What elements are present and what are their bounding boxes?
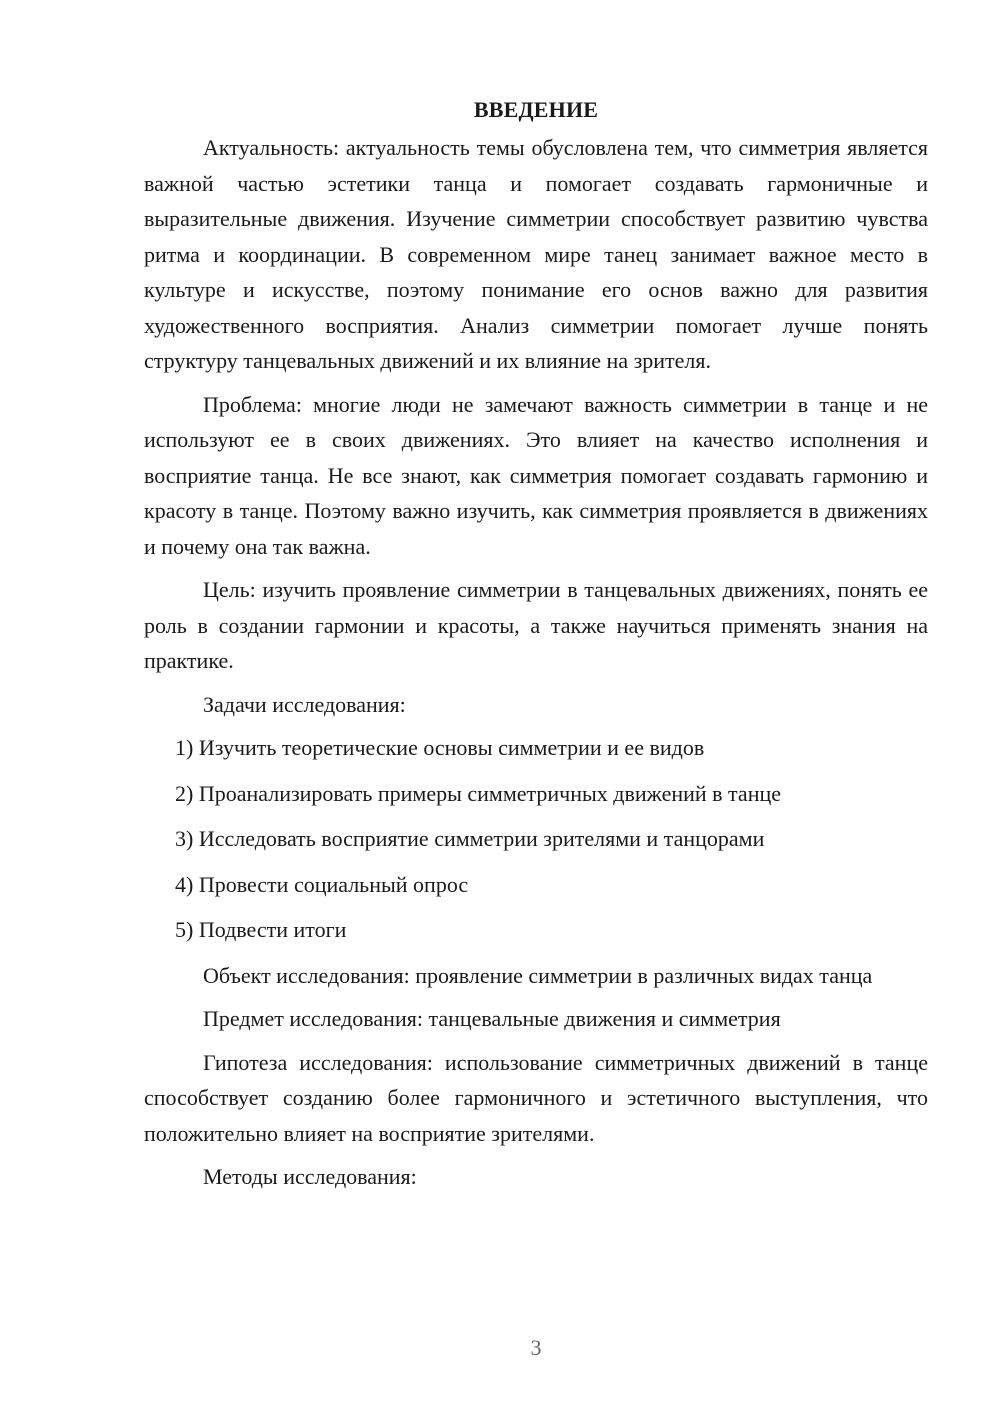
list-item: 3) Исследовать восприятие симметрии зрителями и танцорами: [175, 826, 765, 851]
paragraph-relevance: Актуальность: актуальность темы обусловлена тем, что симметрия является важной частью эстетики танца и помогает создавать гармоничные и выразительные движения. Изучение симметрии способствует развитию чувства ритма и координации. В современном мире танец занимает важное место в культуре и искусстве, поэтому понимание его основ важно для развития художественного восприятия. Анализ симметрии помогает лучше понять структуру танцевальных движений и их влияние на зрителя.: [144, 135, 928, 373]
paragraph-goal: Цель: изучить проявление симметрии в танцевальных движениях, понять ее роль в создании гармонии и красоты, а также научиться применять знания на практике.: [144, 577, 928, 673]
paragraph-object: Объект исследования: проявление симметрии в различных видах танца: [203, 962, 873, 988]
paragraph-hypothesis: Гипотеза исследования: использование симметричных движений в танце способствует созданию более гармоничного и эстетичного выступления, что положительно влияет на восприятие зрителями.: [144, 1049, 928, 1146]
page-number: 3: [530, 1335, 542, 1360]
list-item: 2) Проанализировать примеры симметричных движений в танце: [175, 780, 781, 806]
page-content: [144, 96, 928, 1203]
paragraph-tasks-intro: Задачи исследования:: [203, 691, 406, 717]
list-item: 1) Изучить теоретические основы симметрии и ее видов: [175, 735, 705, 760]
list-item: 5) Подвести итоги: [175, 917, 347, 942]
section-heading: ВВЕДЕНИЕ: [473, 97, 599, 122]
tasks-list: [144, 730, 928, 948]
paragraph-problem: Проблема: многие люди не замечают важность симметрии в танце и не используют ее в своих движениях. Это влияет на качество исполнения и восприятие танца. Не все знают, как симметрия помогает создавать гармонию и красоту в танце. Поэтому важно изучить, как симметрия проявляется в движениях и почему она так важна.: [144, 391, 928, 559]
list-item: 4) Провести социальный опрос: [175, 871, 469, 897]
paragraph-subject: Предмет исследования: танцевальные движения и симметрия: [203, 1006, 781, 1031]
paragraph-methods: Методы исследования:: [203, 1164, 417, 1189]
